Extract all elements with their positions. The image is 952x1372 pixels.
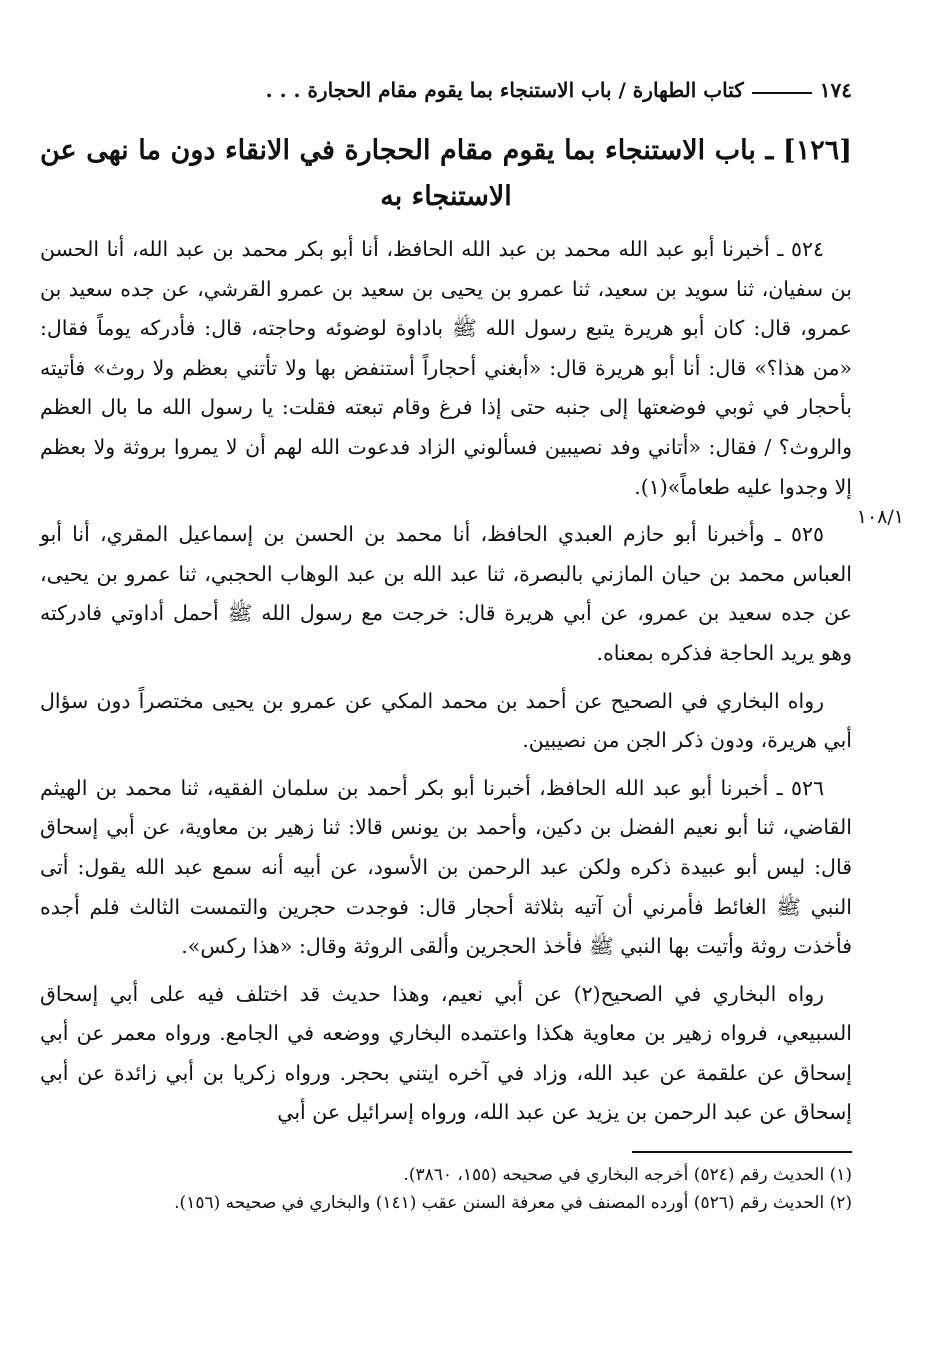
page-number: ١٧٤ bbox=[819, 78, 852, 102]
hadith-526: ٥٢٦ ـ أخبرنا أبو عبد الله الحافظ، أخبرنا أبو بكر أحمد بن سلمان الفقيه، ثنا محمد بن الهيثم القاضي، ثنا أبو نعيم الفضل بن دكين، وأحمد بن يونس قالا: ثنا زهير بن معاوية، عن أبي إسحاق قال: ليس أبو عبيدة ذكره ولكن عبد الرحمن بن الأسود، عن أبيه أنه سمع عبد الله يقول: أتى النبي ﷺ الغائط فأمرني أن آتيه بثلاثة أحجار قال: فوجدت حجرين والتمست الثالث فلم أجده فأخذت روثة وأتيت بها النبي ﷺ فأخذ الحجرين وألقى الروثة وقال: «هذا ركس». bbox=[40, 775, 852, 959]
book-page bbox=[40, 70, 904, 1217]
header-rule bbox=[752, 92, 812, 94]
hadith-525: ٥٢٥ ـ وأخبرنا أبو حازم العبدي الحافظ، أنا محمد بن الحسن بن إسماعيل المقري، أنا أبو العباس محمد بن حيان المازني بالبصرة، ثنا عبد الله بن عبد الوهاب الحجبي، ثنا عمرو بن يحيى، عن جده سعيد بن عمرو، عن أبي هريرة قال: خرجت مع رسول الله ﷺ أحمل أداوتي فادركته وهو يريد الحاجة فذكره بمعناه. bbox=[40, 522, 852, 665]
chapter-title: [١٢٦] ـ باب الاستنجاء بما يقوم مقام الحجارة في الانقاء دون ما نهى عن الاستنجاء به bbox=[40, 135, 852, 212]
commentary-526: رواه البخاري في الصحيح(٢) عن أبي نعيم، وهذا حديث قد اختلف فيه على أبي إسحاق السبيعي، فرواه زهير بن معاوية هكذا واعتمده البخاري ووضعه في الجامع. ورواه معمر عن أبي إسحاق عن علقمة عن عبد الله، وزاد في آخره ايتني بحجر. ورواه زكريا بن أبي زائدة عن أبي إسحاق عن عبد الرحمن بن يزيد عن عبد الله، ورواه إسرائيل عن أبي bbox=[40, 981, 852, 1125]
running-title: كتاب الطهارة / باب الاستنجاء بما يقوم مقام الحجارة . . . bbox=[265, 78, 744, 102]
margin-reference: ١٠٨/١ bbox=[856, 506, 904, 528]
footnote-2: (٢) الحديث رقم (٥٢٦) أورده المصنف في معرفة السنن عقب (١٤١) والبخاري في صحيحه (١٥٦). bbox=[174, 1193, 852, 1214]
footnote-divider bbox=[632, 1151, 852, 1153]
hadith-524: ٥٢٤ ـ أخبرنا أبو عبد الله محمد بن عبد الله الحافظ، أنا أبو بكر محمد بن عبد الله، أنا الحسن بن سفيان، ثنا سويد بن سعيد، ثنا عمرو بن يحيى بن سعيد بن عمرو القرشي، عن جده سعيد بن عمرو، قال: كان أبو هريرة يتبع رسول الله ﷺ باداوة لوضوئه وحاجته، قال: فأدركه يوماً فقال: «من هذا؟» قال: أنا أبو هريرة قال: «أبغني أحجاراً أستنفض بها ولا تأتني بعظم ولا روث» فأتيته بأحجار في ثوبي فوضعتها إلى جنبه حتى إذا فرغ وقام تبعته فقلت: يا رسول الله ما بال العظم والروث؟ / فقال: «أتاني وفد نصيبين فسألوني الزاد فدعوت الله لهم أن لا يمروا بروثة ولا بعظم إلا وجدوا عليه طعاماً»(١). bbox=[40, 237, 852, 499]
footnote-1: (١) الحديث رقم (٥٢٤) أخرجه البخاري في صحيحه (١٥٥، ٣٨٦٠). bbox=[403, 1165, 852, 1186]
commentary-525: رواه البخاري في الصحيح عن أحمد بن محمد المكي عن عمرو بن يحيى مختصراً دون سؤال أبي هريرة، ودون ذكر الجن من نصيبين. bbox=[40, 688, 852, 753]
running-header bbox=[40, 70, 852, 110]
